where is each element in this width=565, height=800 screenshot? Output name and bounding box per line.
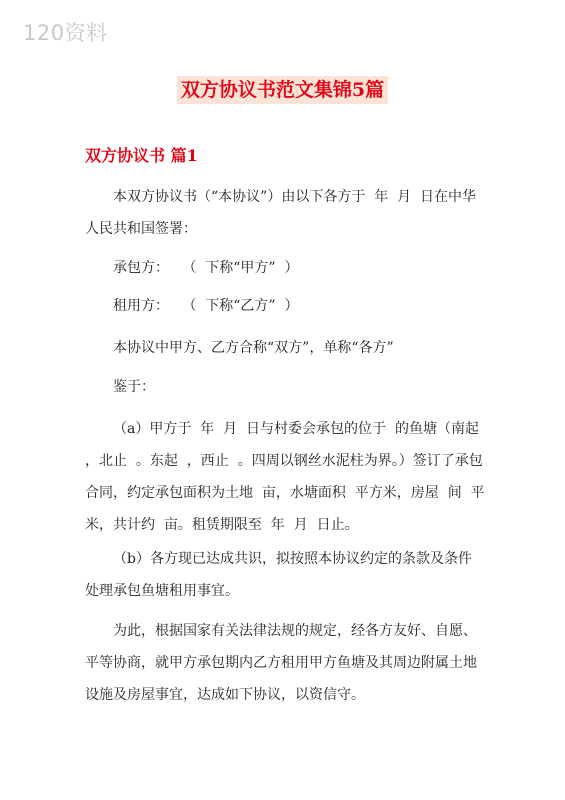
paragraph-whereas: 鉴于： [113, 379, 155, 395]
watermark: 120资料 [23, 21, 108, 45]
section-heading: 双方协议书 篇1 [85, 146, 198, 165]
title-container [0, 76, 565, 104]
paragraph-recital-b: （b）各方现已达成共识，拟按照本协议约定的条款及条件处理承包鱼塘租用事宜。 [85, 551, 472, 599]
paragraph-conclusion: 为此，根据国家有关法律法规的规定，经各方友好、自愿、平等协商，就甲方承包期内乙方租用甲方鱼塘及其周边附属土地设施及房屋事宜，达成如下协议，以资信守。 [85, 623, 477, 703]
paragraph-contractor: 承包方： （ 下称“甲方” ） [113, 260, 299, 276]
paragraph-lessee: 租用方： （ 下称“乙方” ） [113, 298, 299, 314]
paragraph-parties-definition: 本协议中甲方、乙方合称“双方”，单称“各方” [113, 340, 394, 356]
paragraph-preamble: 本双方协议书（“本协议”）由以下各方于 年 月 日在中华人民共和国签署： [85, 189, 477, 237]
paragraph-recital-a: （a）甲方于 年 月 日与村委会承包的位于 的鱼塘（南起 ，北止 。东起 ，西止 。四周以钢丝水泥柱为界。）签订了承包合同，约定承包面积为土地 亩，水塘面积 平方米，房屋 间 平米，共计约 亩。租赁期限至 年 月 日止。 [85, 421, 488, 533]
document-title: 双方协议书范文集锦5篇 [177, 76, 388, 104]
